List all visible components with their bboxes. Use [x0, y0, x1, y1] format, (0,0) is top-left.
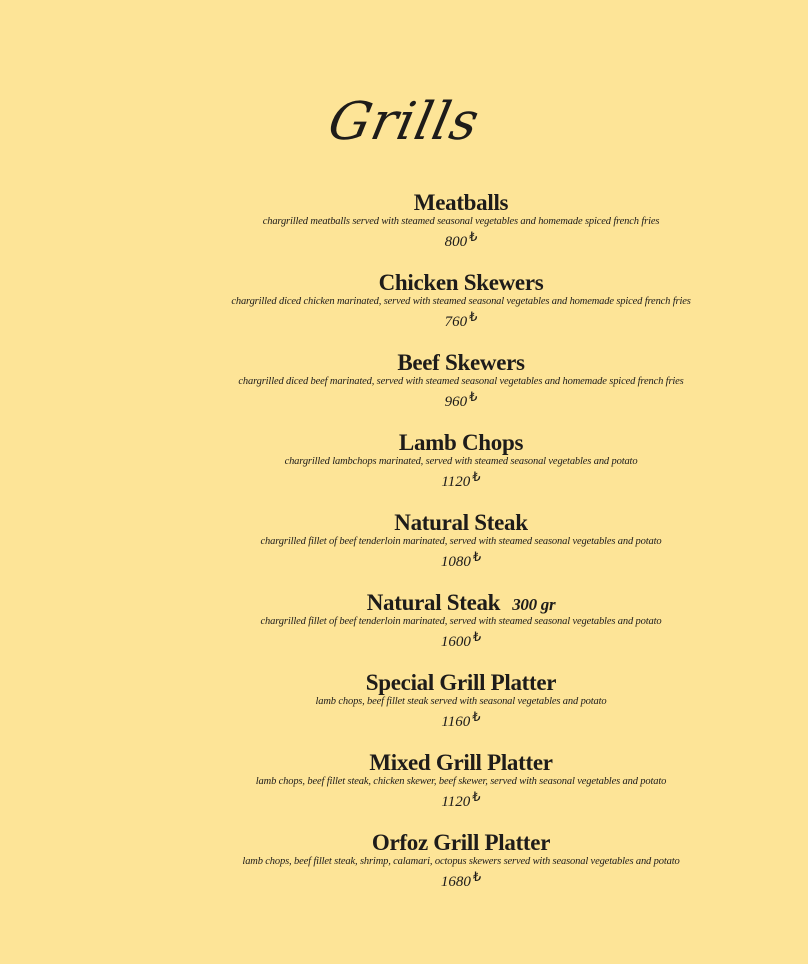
- lira-currency-icon: ₺: [472, 869, 482, 884]
- item-name-text: Natural Steak: [366, 590, 501, 615]
- item-description: chargrilled fillet of beef tenderloin marinated, served with steamed seasonal vegetables and potato: [260, 616, 662, 627]
- menu-item-natural-steak-300gr: [0, 590, 808, 670]
- lira-currency-icon: ₺: [472, 549, 482, 564]
- item-description: chargrilled meatballs served with steamed seasonal vegetables and homemade spiced french fries: [262, 216, 660, 227]
- item-price: [0, 389, 808, 412]
- menu-item-meatballs: [0, 190, 808, 270]
- item-name: [0, 270, 808, 296]
- item-name: [0, 190, 808, 216]
- item-name: [0, 750, 808, 776]
- lira-currency-icon: ₺: [472, 789, 481, 804]
- item-name: [0, 830, 808, 856]
- item-name: [0, 350, 808, 376]
- item-name: [0, 590, 808, 618]
- item-price-value: 1120: [441, 794, 471, 810]
- item-name-text: Natural Steak: [394, 510, 528, 535]
- item-price: [0, 229, 808, 252]
- menu-item-special-grill-platter: [0, 670, 808, 750]
- menu-item-orfoz-grill-platter: [0, 830, 808, 910]
- item-description: chargrilled diced beef marinated, served with steamed seasonal vegetables and homemade spiced french fries: [238, 376, 684, 387]
- item-description: lamb chops, beef fillet steak, shrimp, calamari, octopus skewers served with seasonal vegetables and potato: [242, 856, 680, 867]
- item-description: chargrilled fillet of beef tenderloin marinated, served with steamed seasonal vegetables and potato: [260, 536, 662, 547]
- menu-item-natural-steak: [0, 510, 808, 590]
- item-price: [0, 469, 808, 492]
- menu-item-chicken-skewers: [0, 270, 808, 350]
- item-description: chargrilled lambchops marinated, served with steamed seasonal vegetables and potato: [284, 456, 638, 467]
- item-name-text: Special Grill Platter: [365, 670, 557, 695]
- item-price: [0, 309, 808, 332]
- page-title: Grills: [323, 92, 485, 152]
- item-name: [0, 510, 808, 536]
- lira-currency-icon: ₺: [472, 709, 481, 724]
- menu-item-mixed-grill-platter: [0, 750, 808, 830]
- item-price: [0, 709, 808, 732]
- item-name-text: Orfoz Grill Platter: [371, 830, 551, 855]
- item-price-value: 1120: [441, 474, 471, 490]
- item-price-value: 1680: [440, 874, 471, 890]
- lira-currency-icon: ₺: [472, 629, 482, 644]
- item-name-text: Beef Skewers: [397, 350, 525, 375]
- item-name-text: Lamb Chops: [398, 430, 524, 455]
- item-weight: 300 gr: [512, 595, 556, 614]
- item-price-value: 960: [444, 394, 468, 410]
- item-price: [0, 629, 808, 652]
- item-name: [0, 670, 808, 696]
- item-name-text: Chicken Skewers: [378, 270, 544, 295]
- item-name: [0, 430, 808, 456]
- item-price-value: 1160: [441, 714, 471, 730]
- menu-item-beef-skewers: [0, 350, 808, 430]
- item-description: lamb chops, beef fillet steak, chicken skewer, beef skewer, served with seasonal vegetables and potato: [255, 776, 667, 787]
- lira-currency-icon: ₺: [472, 469, 481, 484]
- item-description: lamb chops, beef fillet steak served with seasonal vegetables and potato: [315, 696, 607, 707]
- item-price: [0, 549, 808, 572]
- item-description: chargrilled diced chicken marinated, served with steamed seasonal vegetables and homemade spiced french fries: [231, 296, 691, 307]
- item-name-text: Meatballs: [413, 190, 509, 215]
- item-price-value: 760: [444, 314, 468, 330]
- item-price-value: 800: [444, 234, 468, 250]
- item-price: [0, 869, 808, 892]
- menu-list: [0, 190, 808, 910]
- lira-currency-icon: ₺: [469, 229, 478, 244]
- item-price-value: 1080: [440, 554, 471, 570]
- menu-item-lamb-chops: [0, 430, 808, 510]
- item-price: [0, 789, 808, 812]
- item-name-text: Mixed Grill Platter: [369, 750, 553, 775]
- lira-currency-icon: ₺: [469, 309, 478, 324]
- item-price-value: 1600: [440, 634, 471, 650]
- lira-currency-icon: ₺: [469, 389, 478, 404]
